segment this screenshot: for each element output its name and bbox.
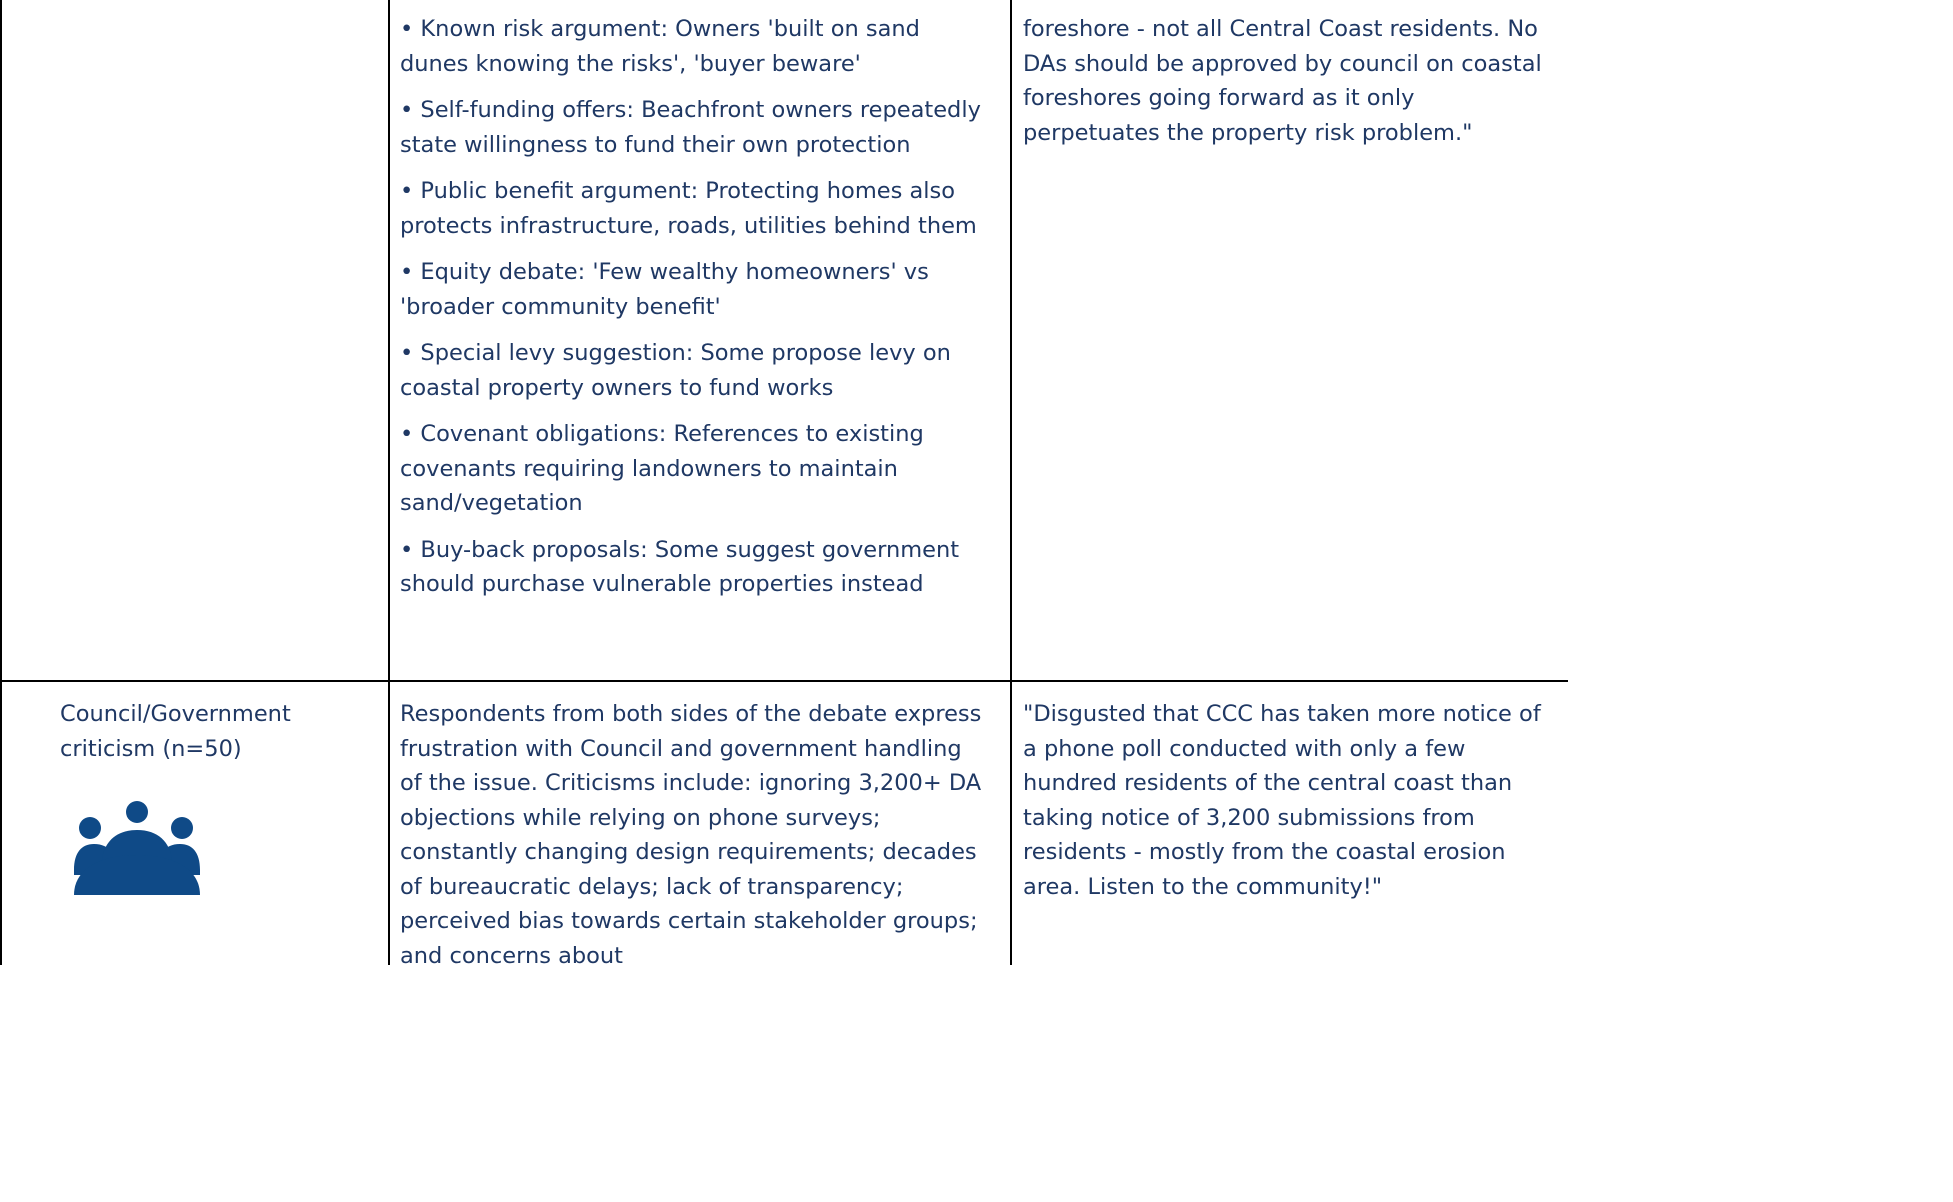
table-row-2-summary	[400, 697, 990, 973]
quote-text: "Disgusted that CCC has taken more notice of a phone poll conducted with only a few hundred residents of the central coast than taking notice of 3,200 submissions from residents - mostly from the coastal erosion area. Listen to the community!"	[1023, 701, 1541, 900]
list-item: • Covenant obligations: References to existing covenants requiring landowners to maintain sand/vegetation	[400, 421, 924, 516]
list-item: • Equity debate: 'Few wealthy homeowners' vs 'broader community benefit'	[400, 259, 929, 320]
table-row-1-quote	[1023, 12, 1558, 150]
table-divider-1	[388, 0, 390, 965]
list-item: • Buy-back proposals: Some suggest government should purchase vulnerable properties instead	[400, 536, 960, 597]
table-row-divider	[0, 680, 1568, 682]
table-border-left	[0, 0, 2, 965]
table-row-2-quote	[1023, 697, 1558, 904]
table-row-2-theme	[60, 697, 360, 766]
quote-text: foreshore - not all Central Coast residents. No DAs should be approved by council on coastal foreshores going forward as it only perpetuates the property risk problem."	[1023, 16, 1542, 146]
summary-text: Respondents from both sides of the debate express frustration with Council and government handling of the issue. Criticisms include: ignoring 3,200+ DA objections while relying on phone surveys; constantly changing design requirements; decades of bureaucratic delays; lack of transparency; perceived bias towards certain stakeholder groups; and concerns about	[400, 701, 982, 969]
people-group-icon	[72, 800, 202, 895]
list-item: • Special levy suggestion: Some propose levy on coastal property owners to fund works	[400, 340, 951, 401]
theme-label: Council/Government criticism (n=50)	[60, 701, 291, 762]
table-divider-2	[1010, 0, 1012, 965]
list-item: • Self-funding offers: Beachfront owners repeatedly state willingness to fund their own protection	[400, 97, 981, 158]
list-item: • Public benefit argument: Protecting homes also protects infrastructure, roads, utilities behind them	[400, 178, 977, 239]
list-item: • Known risk argument: Owners 'built on sand dunes knowing the risks', 'buyer beware'	[400, 16, 920, 77]
table-row-1-summary	[400, 12, 990, 614]
